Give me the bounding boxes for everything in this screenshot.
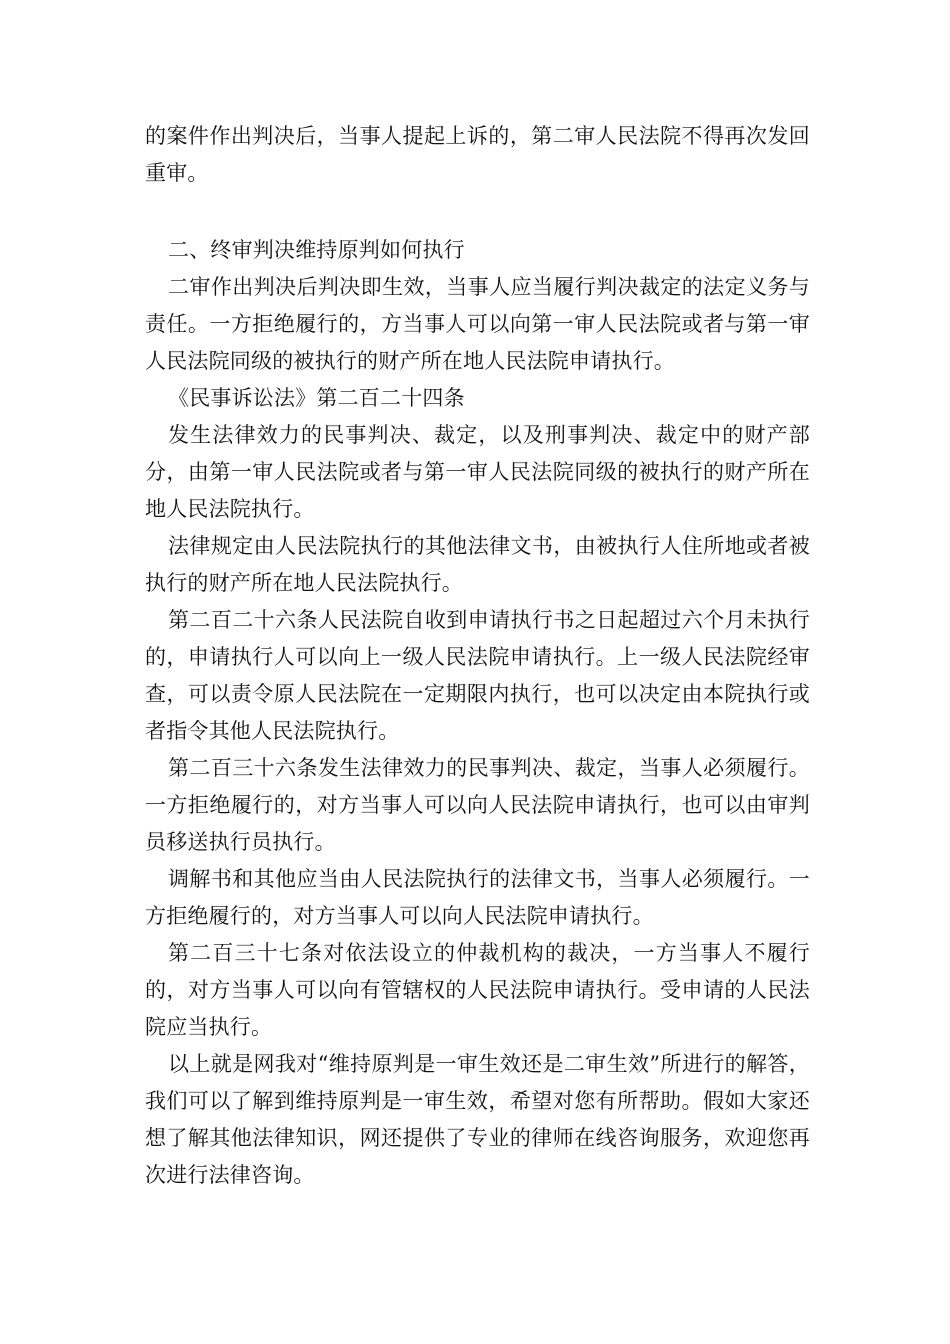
paragraph: 第二百三十七条对依法设立的仲裁机构的裁决，一方当事人不履行的，对方当事人可以向有管辖权的人民法院申请执行。受申请的人民法院应当执行。 [145,941,810,1039]
paragraph: 发生法律效力的民事判决、裁定，以及刑事判决、裁定中的财产部分，由第一审人民法院或者与第一审人民法院同级的被执行的财产所在地人民法院执行。 [145,423,810,521]
paragraph-continuation: 的案件作出判决后，当事人提起上诉的，第二审人民法院不得再次发回重审。 [145,124,810,185]
paragraph: 第二百三十六条发生法律效力的民事判决、裁定，当事人必须履行。一方拒绝履行的，对方当事人可以向人民法院申请执行，也可以由审判员移送执行员执行。 [145,756,810,854]
document-body [145,118,810,1194]
paragraph: 第二百二十六条人民法院自收到申请执行书之日起超过六个月未执行的，申请执行人可以向上一级人民法院申请执行。上一级人民法院经审查，可以责令原人民法院在一定期限内执行，也可以决定由本院执行或者指令其他人民法院执行。 [145,608,810,743]
paragraph: 法律规定由人民法院执行的其他法律文书，由被执行人住所地或者被执行的财产所在地人民法院执行。 [145,534,810,595]
paragraph-conclusion: 以上就是网我对“维持原判是一审生效还是二审生效”所进行的解答，我们可以了解到维持原判是一审生效，希望对您有所帮助。假如大家还想了解其他法律知识，网还提供了专业的律师在线咨询服务，欢迎您再次进行法律咨询。 [145,1052,810,1187]
section-heading: 二、终审判决维持原判如何执行 [168,238,465,262]
law-title: 《民事诉讼法》第二百二十四条 [168,386,465,410]
paragraph: 二审作出判决后判决即生效，当事人应当履行判决裁定的法定义务与责任。一方拒绝履行的，方当事人可以向第一审人民法院或者与第一审人民法院同级的被执行的财产所在地人民法院申请执行。 [145,275,810,373]
paragraph: 调解书和其他应当由人民法院执行的法律文书，当事人必须履行。一方拒绝履行的，对方当事人可以向人民法院申请执行。 [145,867,810,928]
